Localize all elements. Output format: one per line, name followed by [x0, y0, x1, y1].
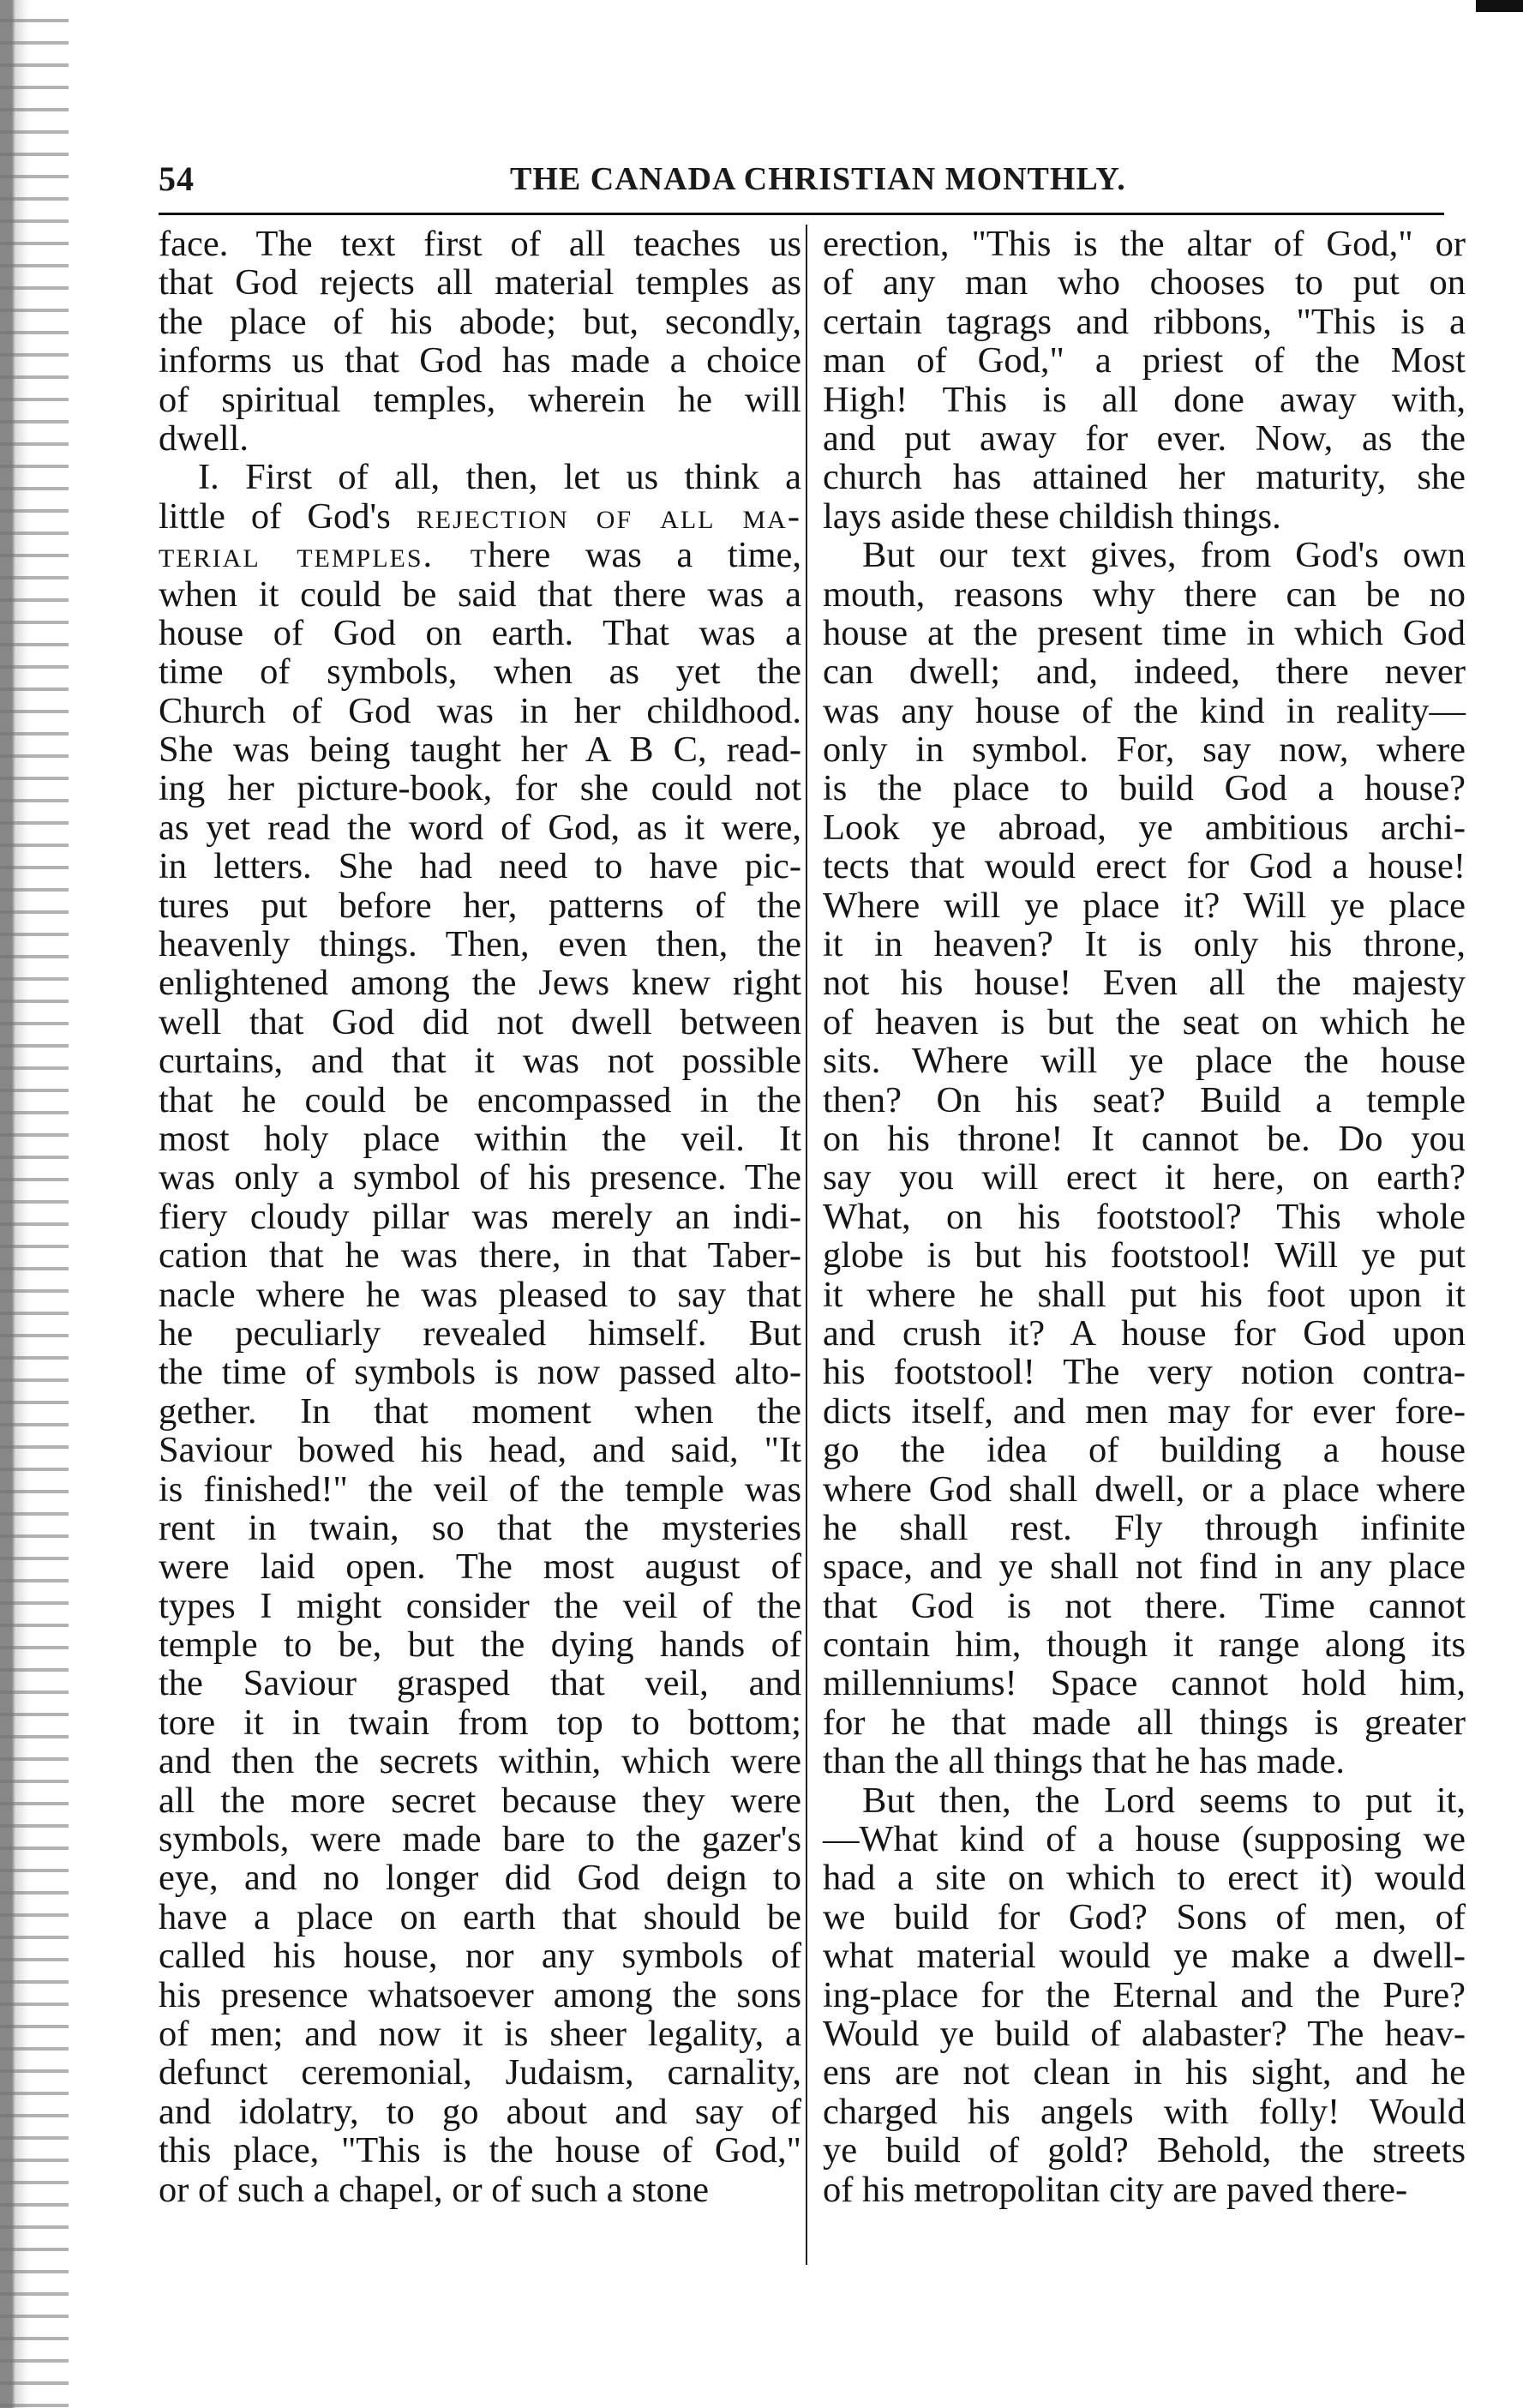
text-line: only in symbol. For, say now, where — [823, 730, 1466, 771]
text-line: —What kind of a house (supposing we — [823, 1819, 1466, 1860]
text-line: it where he shall put his foot upon it — [823, 1274, 1466, 1315]
text-line: Where will ye place it? Will ye place — [823, 885, 1466, 926]
text-line: church has attained her maturity, she — [823, 457, 1466, 498]
text-line: then? On his seat? Build a temple — [823, 1079, 1466, 1120]
text-line: not his house! Even all the majesty — [823, 963, 1466, 1004]
text-line: terial temples. there was a time, — [159, 535, 801, 576]
text-line: that he could be encompassed in the — [159, 1079, 801, 1120]
text-line: that God rejects all material temples as — [159, 262, 801, 303]
text-line: cation that he was there, in that Taber- — [159, 1235, 801, 1276]
text-line: But our text gives, from God's own — [862, 535, 1466, 576]
text-line: and put away for ever. Now, as the — [823, 417, 1466, 459]
text-line: lays aside these childish things. — [823, 495, 1281, 537]
text-line: his presence whatsoever among the sons — [159, 1974, 801, 2015]
text-line: time of symbols, when as yet the — [159, 652, 801, 693]
text-line: ing her picture-book, for she could not — [159, 768, 801, 809]
text-line: mouth, reasons why there can be no — [823, 573, 1466, 615]
text-line: can dwell; and, indeed, there never — [823, 652, 1466, 693]
text-line: face. The text first of all teaches us — [159, 224, 801, 264]
text-line: dicts itself, and men may for ever fore- — [823, 1390, 1466, 1432]
text-line: Would ye build of alabaster? The heav- — [823, 2013, 1466, 2054]
text-line: charged his angels with folly! Would — [823, 2091, 1466, 2132]
scan-mark — [1476, 0, 1523, 12]
text-line: certain tagrags and ribbons, "This is a — [823, 301, 1466, 342]
text-line: fiery cloudy pillar was merely an indi- — [159, 1196, 801, 1237]
text-line: that God is not there. Time cannot — [823, 1585, 1466, 1626]
text-line: most holy place within the veil. It — [159, 1118, 801, 1159]
text-line: go the idea of building a house — [823, 1430, 1466, 1471]
text-line: temple to be, but the dying hands of — [159, 1624, 801, 1666]
text-line: Look ye abroad, ye ambitious archi- — [823, 807, 1466, 848]
text-line: tures put before her, patterns of the — [159, 885, 801, 926]
text-line: tects that would erect for God a house! — [823, 846, 1466, 887]
text-line: were laid open. The most august of — [159, 1546, 801, 1588]
text-line: what material would ye make a dwell- — [823, 1936, 1466, 1977]
text-line: is finished!" the veil of the temple was — [159, 1468, 801, 1510]
text-line: symbols, were made bare to the gazer's — [159, 1819, 801, 1860]
text-line: What, on his footstool? This whole — [823, 1196, 1466, 1237]
text-line: She was being taught her A B C, read- — [159, 730, 801, 771]
text-line: of men; and now it is sheer legality, a — [159, 2013, 801, 2054]
text-line: space, and ye shall not find in any place — [823, 1546, 1466, 1588]
text-line: and idolatry, to go about and say of — [159, 2091, 801, 2132]
text-line: or of such a chapel, or of such a stone — [159, 2169, 710, 2210]
text-line: and then the secrets within, which were — [159, 1741, 801, 1782]
text-line: say you will erect it here, on earth? — [823, 1157, 1466, 1198]
text-line: for he that made all things is greater — [823, 1702, 1466, 1743]
text-line: enlightened among the Jews knew right — [159, 963, 801, 1004]
text-line: his footstool! The very notion contra- — [823, 1352, 1466, 1393]
text-line: called his house, nor any symbols of — [159, 1936, 801, 1977]
text-line: globe is but his footstool! Will ye put — [823, 1235, 1466, 1276]
text-line: But then, the Lord seems to put it, — [862, 1780, 1466, 1821]
text-line: had a site on which to erect it) would — [823, 1858, 1466, 1899]
text-line: nacle where he was pleased to say that — [159, 1274, 801, 1315]
text-line: he peculiarly revealed himself. But — [159, 1312, 801, 1354]
text-line: all the more secret because they were — [159, 1780, 801, 1821]
small-caps-phrase: terial temples. t — [159, 535, 489, 576]
text-line: as yet read the word of God, as it were, — [159, 807, 801, 848]
text-line: types I might consider the veil of the — [159, 1585, 801, 1626]
text-line: erection, "This is the altar of God," or — [823, 224, 1466, 264]
page-number: 54 — [159, 159, 195, 198]
header-rule — [159, 213, 1444, 215]
text-line: of spiritual temples, wherein he will — [159, 379, 801, 420]
text-line: ye build of gold? Behold, the streets — [823, 2130, 1466, 2171]
text-line: High! This is all done away with, — [823, 379, 1466, 420]
text-line: tore it in twain from top to bottom; — [159, 1702, 801, 1743]
text-line: than the all things that he has made. — [823, 1741, 1346, 1782]
text-line: we build for God? Sons of men, of — [823, 1896, 1466, 1937]
binding-edge-shadow — [0, 0, 69, 2408]
text-line: the time of symbols is now passed alto- — [159, 1352, 801, 1393]
text-line: have a place on earth that should be — [159, 1896, 801, 1937]
text-line: on his throne! It cannot be. Do you — [823, 1118, 1466, 1159]
left-column — [159, 225, 801, 2209]
text-line: of heaven is but the seat on which he — [823, 1001, 1466, 1042]
text-line: this place, "This is the house of God," — [159, 2130, 801, 2171]
text-line: was only a symbol of his presence. The — [159, 1157, 801, 1198]
text-line: Saviour bowed his head, and said, "It — [159, 1430, 801, 1471]
text-line: gether. In that moment when the — [159, 1390, 801, 1432]
text-line: dwell. — [159, 417, 249, 459]
text-line: the Saviour grasped that veil, and — [159, 1663, 801, 1704]
text-line: millenniums! Space cannot hold him, — [823, 1663, 1466, 1704]
text-line: and crush it? A house for God upon — [823, 1312, 1466, 1354]
text-line: little of God's rejection of all ma- — [159, 495, 801, 537]
text-line: where God shall dwell, or a place where — [823, 1468, 1466, 1510]
text-line: rent in twain, so that the mysteries — [159, 1507, 801, 1548]
text-line: of any man who chooses to put on — [823, 262, 1466, 303]
column-divider — [806, 225, 807, 2265]
small-caps-phrase: rejection of all ma- — [416, 495, 801, 537]
text-line: he shall rest. Fly through infinite — [823, 1507, 1466, 1548]
text-line: house at the present time in which God — [823, 612, 1466, 653]
text-line: informs us that God has made a choice — [159, 340, 801, 381]
text-line: I. First of all, then, let us think a — [198, 457, 801, 498]
text-line: was any house of the kind in reality— — [823, 690, 1466, 731]
text-line: ens are not clean in his sight, and he — [823, 2052, 1466, 2093]
text-line: of his metropolitan city are paved there- — [823, 2169, 1408, 2210]
text-line: Church of God was in her childhood. — [159, 690, 801, 731]
text-line: eye, and no longer did God deign to — [159, 1858, 801, 1899]
text-line: contain him, though it range along its — [823, 1624, 1466, 1666]
text-line: heavenly things. Then, even then, the — [159, 924, 801, 965]
text-line: sits. Where will ye place the house — [823, 1041, 1466, 1082]
text-line: is the place to build God a house? — [823, 768, 1466, 809]
right-column — [823, 225, 1466, 2209]
text-line: ing-place for the Eternal and the Pure? — [823, 1974, 1466, 2015]
text-line: the place of his abode; but, secondly, — [159, 301, 801, 342]
running-header — [159, 159, 1444, 210]
text-line: man of God," a priest of the Most — [823, 340, 1466, 381]
text-line: house of God on earth. That was a — [159, 612, 801, 653]
text-line: curtains, and that it was not possible — [159, 1041, 801, 1082]
text-line: in letters. She had need to have pic- — [159, 846, 801, 887]
journal-title: THE CANADA CHRISTIAN MONTHLY. — [510, 161, 1126, 197]
text-line: when it could be said that there was a — [159, 573, 801, 615]
text-line: well that God did not dwell between — [159, 1001, 801, 1042]
text-line: defunct ceremonial, Judaism, carnality, — [159, 2052, 801, 2093]
text-line: it in heaven? It is only his throne, — [823, 924, 1466, 965]
